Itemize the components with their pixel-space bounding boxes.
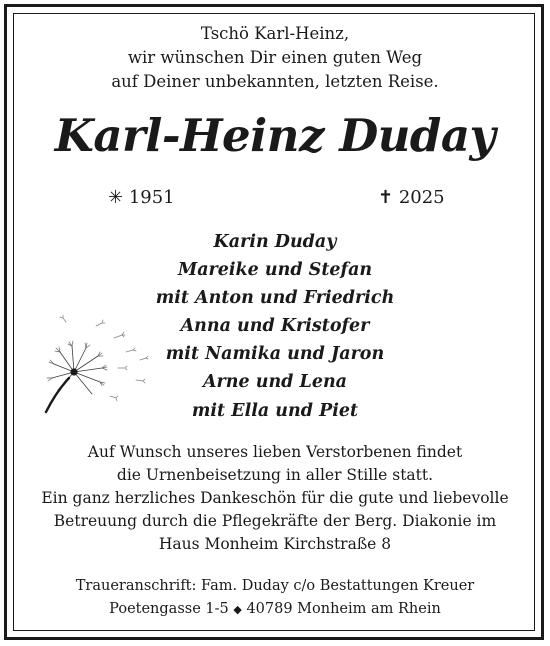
- address-line-street: [0, 598, 550, 621]
- deceased-name: Karl-Heinz Duday: [54, 109, 496, 162]
- mourner-line: mit Anton und Friedrich: [155, 288, 395, 309]
- death-date: [378, 185, 445, 211]
- notice-line: Haus Monheim Kirchstraße 8: [158, 535, 392, 553]
- birth-date: [108, 185, 175, 211]
- intro-line: auf Deiner unbekannten, letzten Reise.: [111, 72, 439, 91]
- address-street: Poetengasse 1-5: [109, 601, 229, 617]
- mourner-line: Karin Duday: [213, 232, 337, 252]
- notice-line: Ein ganz herzliches Dankeschön für die gute und liebevolle: [41, 489, 509, 507]
- death-year: 2025: [398, 187, 445, 208]
- notice-line: die Urnenbeisetzung in aller Stille statt.: [116, 466, 434, 484]
- intro-line: wir wünschen Dir einen guten Weg: [127, 48, 423, 67]
- notice-line: Betreuung durch die Pflegekräfte der Berg. Diakonie im: [53, 512, 497, 530]
- birth-year: 1951: [128, 187, 175, 208]
- birth-star-icon: ✳: [108, 187, 124, 208]
- address-city: 40789 Monheim am Rhein: [246, 601, 441, 617]
- mourner-line: Anna und Kristofer: [180, 316, 370, 337]
- diamond-icon: ◆: [233, 603, 242, 616]
- mourner-line: Arne und Lena: [202, 372, 348, 393]
- death-cross-icon: ✝: [378, 187, 394, 208]
- intro-verse: [0, 22, 550, 94]
- address-line: Traueranschrift: Fam. Duday c/o Bestattungen Kreuer: [75, 578, 475, 594]
- mourning-address: [0, 575, 550, 621]
- intro-line: Tschö Karl-Heinz,: [200, 24, 350, 43]
- mourner-line: Mareike und Stefan: [177, 260, 373, 281]
- mourner-line: mit Ella und Piet: [191, 400, 359, 421]
- notice-text: [0, 441, 550, 556]
- mourner-line: mit Namika und Jaron: [165, 344, 385, 365]
- dandelion-icon: [36, 308, 156, 418]
- notice-line: Auf Wunsch unseres lieben Verstorbenen findet: [87, 443, 463, 461]
